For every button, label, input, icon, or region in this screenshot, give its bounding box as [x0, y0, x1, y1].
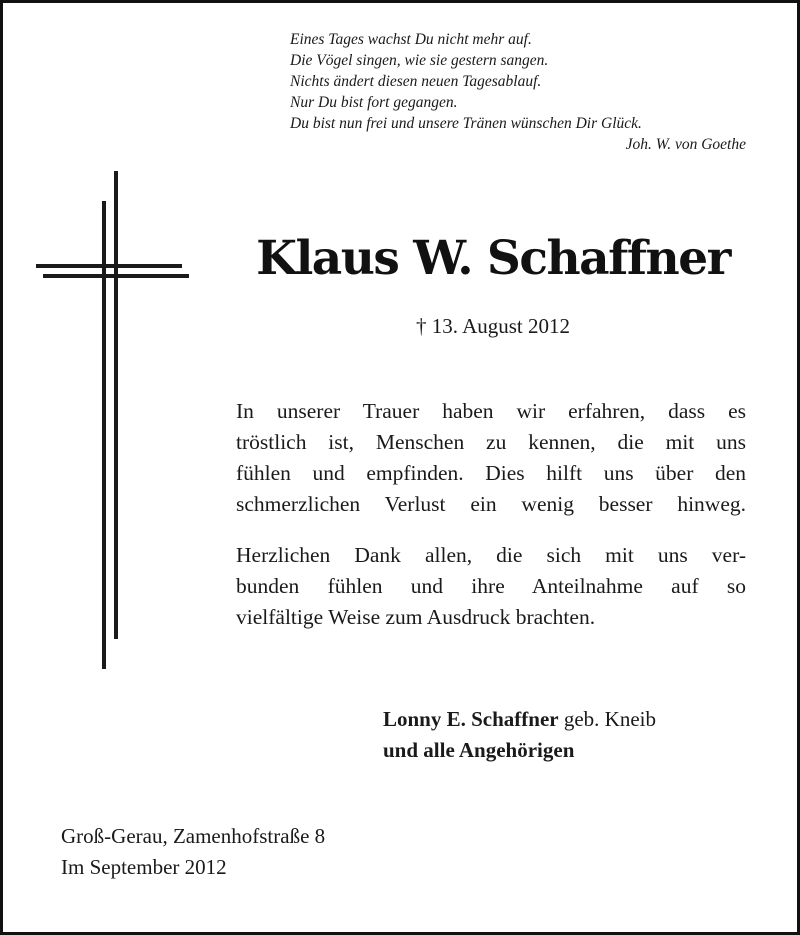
address: Groß-Gerau, Zamenhofstraße 8 — [61, 824, 326, 848]
relatives-text: und alle Angehörigen — [383, 738, 575, 762]
poem-line: Du bist nun frei und unsere Tränen wünschen Dir Glück. — [290, 115, 642, 132]
paragraph-line: schmerzlichen Verlust ein wenig besser hinweg. — [236, 492, 746, 516]
notice-date: Im September 2012 — [61, 855, 227, 879]
paragraph-line: In unserer Trauer haben wir erfahren, dass es — [236, 399, 746, 423]
cross-horizontal-bar — [36, 264, 182, 268]
cross-vertical-bar — [114, 171, 118, 639]
poem-line: Nichts ändert diesen neuen Tagesablauf. — [290, 73, 542, 90]
cross-vertical-bar — [102, 201, 106, 669]
relatives-line — [383, 735, 656, 766]
signature-block — [383, 704, 656, 766]
poem-author: Joh. W. von Goethe — [625, 136, 746, 153]
thanks-paragraph-1 — [236, 396, 746, 520]
signer-name: Lonny E. Schaffner — [383, 707, 559, 731]
poem-line: Die Vögel singen, wie sie gestern sangen. — [290, 52, 549, 69]
deceased-name: Klaus W. Schaffner — [256, 231, 730, 286]
paragraph-line: tröstlich ist, Menschen zu kennen, die mit uns — [236, 430, 746, 454]
poem-line: Eines Tages wachst Du nicht mehr auf. — [290, 31, 532, 48]
goethe-poem — [290, 29, 750, 155]
signature-line — [383, 704, 656, 735]
paragraph-line: fühlen und empfinden. Dies hilft uns über den — [236, 461, 746, 485]
paragraph-line: vielfältige Weise zum Ausdruck brachten. — [236, 605, 596, 629]
cross-horizontal-bar — [43, 274, 189, 278]
signer-maiden-name: geb. Kneib — [558, 707, 657, 731]
paragraph-line: Herzlichen Dank allen, die sich mit uns ver- — [236, 543, 746, 567]
death-date: † 13. August 2012 — [415, 314, 570, 338]
place-and-date — [61, 821, 325, 883]
paragraph-line: bunden fühlen und ihre Anteilnahme auf so — [236, 574, 746, 598]
thanks-paragraph-2 — [236, 540, 746, 633]
poem-line: Nur Du bist fort gegangen. — [290, 94, 458, 111]
